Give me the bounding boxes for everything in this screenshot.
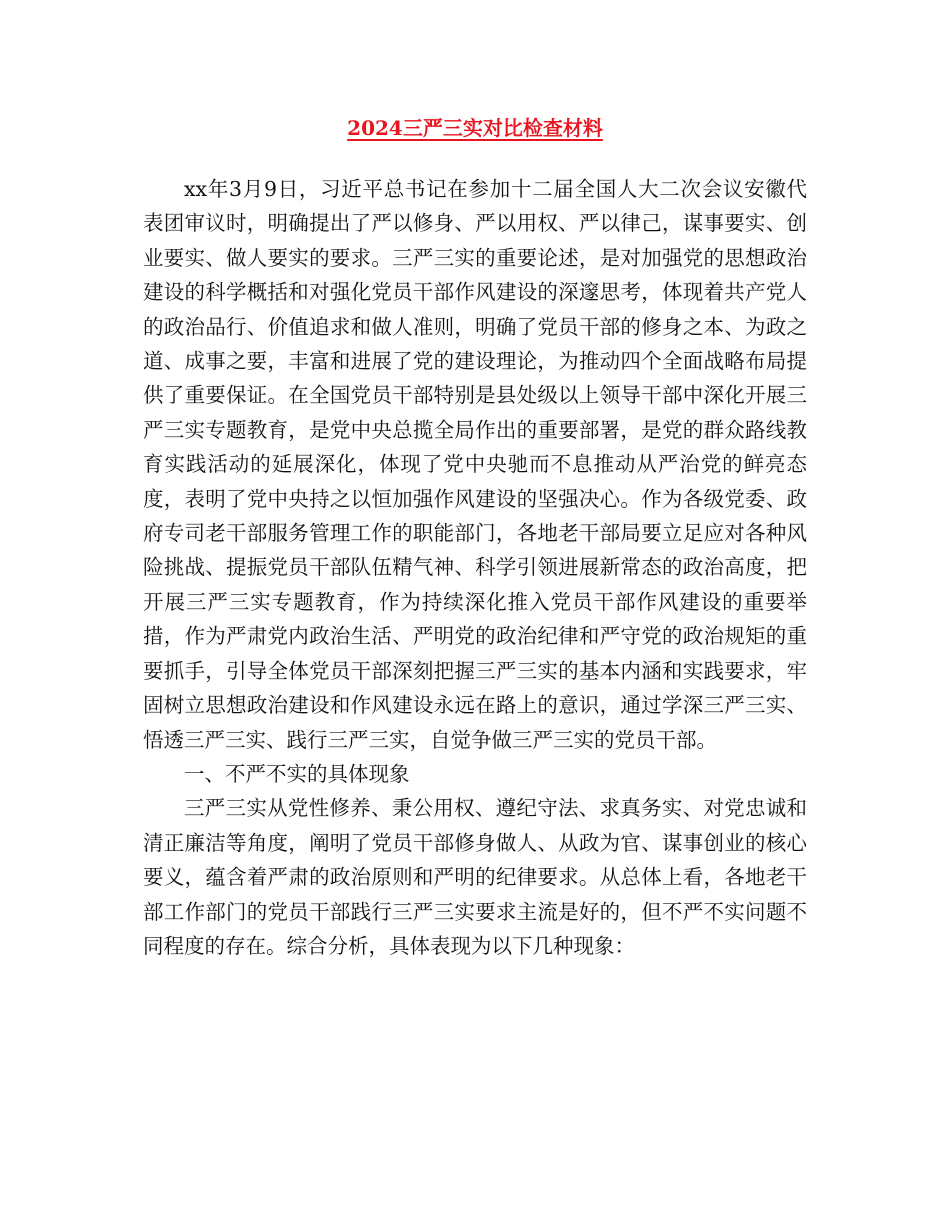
paragraph-intro: xx年3月9日，习近平总书记在参加十二届全国人大二次会议安徽代表团审议时，明确提出了严以修身、严以用权、严以律己，谋事要实、创业要实、做人要实的要求。三严三实的重要论述，是对加强党的思想政治建设的科学概括和对强化党员干部作风建设的深邃思考，体现着共产党人的政治品行、价值追求和做人准则，明确了党员干部的修身之本、为政之道、成事之要，丰富和进展了党的建设理论，为推动四个全面战略布局提供了重要保证。在全国党员干部特别是县处级以上领导干部中深化开展三严三实专题教育，是党中央总揽全局作出的重要部署，是党的群众路线教育实践活动的延展深化，体现了党中央驰而不息推动从严治党的鲜亮态度，表明了党中央持之以恒加强作风建设的坚强决心。作为各级党委、政府专司老干部服务管理工作的职能部门，各地老干部局要立足应对各种风险挑战、提振党员干部队伍精气神、科学引领进展新常态的政治高度，把开展三严三实专题教育，作为持续深化推入党员干部作风建设的重要举措，作为严肃党内政治生活、严明党的政治纪律和严守党的政治规矩的重要抓手，引导全体党员干部深刻把握三严三实的基本内涵和实践要求，牢固树立思想政治建设和作风建设永远在路上的意识，通过学深三严三实、悟透三严三实、践行三严三实，自觉争做三严三实的党员干部。 bbox=[143, 177, 807, 752]
document-title-text: 2024三严三实对比检查材料 bbox=[347, 116, 603, 140]
paragraph-section-1: 三严三实从党性修养、秉公用权、遵纪守法、求真务实、对党忠诚和清正廉洁等角度，阐明了党员干部修身做人、从政为官、谋事创业的核心要义，蕴含着严肃的政治原则和严明的纪律要求。从总体上看，各地老干部工作部门的党员干部践行三严三实要求主流是好的，但不严不实问题不同程度的存在。综合分析，具体表现为以下几种现象： bbox=[143, 796, 807, 958]
document-body bbox=[143, 172, 807, 963]
section-heading: 一、不严不实的具体现象 bbox=[184, 761, 410, 786]
document-title bbox=[0, 114, 950, 142]
